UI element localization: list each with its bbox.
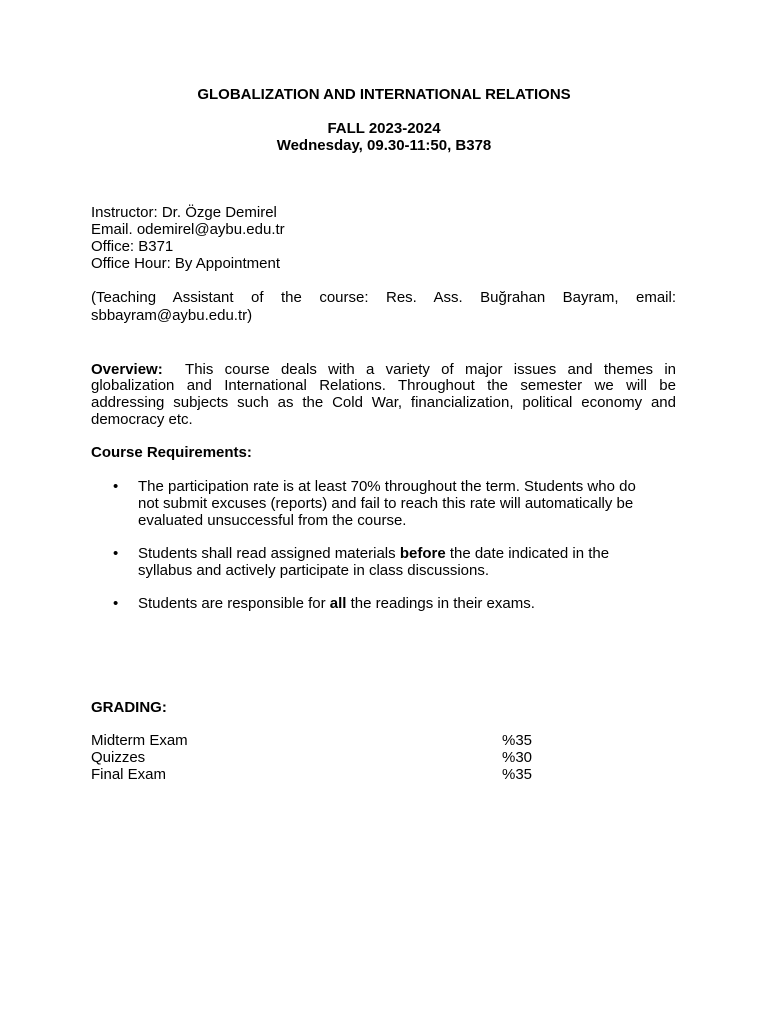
assistant-line-1: (Teaching Assistant of the course: Res. Ass. Buğrahan Bayram, email: [91,289,676,306]
bullet-icon: • [113,478,119,495]
requirement-2-text-end: the date indicated in the [445,545,610,562]
instructor-office-hour: Office Hour: By Appointment [91,255,280,272]
overview-line-1 [91,361,676,378]
grading-item-percent: %30 [502,749,533,766]
term-heading: FALL 2023-2024 [327,120,441,137]
requirement-2-text: Students shall read assigned materials [138,545,400,562]
grading-item-name: Quizzes [91,749,146,766]
requirement-3-text: Students are responsible for [138,595,330,612]
overview-text-1: This course deals with a variety of major issues and themes in [185,361,676,378]
requirements-heading: Course Requirements: [91,444,252,461]
requirement-2-line-2: syllabus and actively participate in class discussions. [138,562,489,579]
grading-heading: GRADING: [91,699,167,716]
schedule-line: Wednesday, 09.30-11:50, B378 [276,137,492,154]
overview-label: Overview: [91,361,163,378]
requirement-2-emphasis: before [399,545,446,562]
grading-row [91,766,551,783]
bullet-icon: • [113,545,119,562]
grading-item-name: Final Exam [91,766,167,783]
grading-item-percent: %35 [502,732,533,749]
overview-line-3: addressing subjects such as the Cold War, financialization, political economy and [91,394,676,411]
grading-row [91,732,551,749]
requirement-3-text-end: the readings in their exams. [346,595,535,612]
requirement-1-line-1: The participation rate is at least 70% throughout the term. Students who do [138,478,636,495]
course-title: GLOBALIZATION AND INTERNATIONAL RELATIONS [197,86,571,103]
grading-row [91,749,551,766]
instructor-office: Office: B371 [91,238,174,255]
instructor-name: Instructor: Dr. Özge Demirel [91,204,277,221]
requirement-1-line-2: not submit excuses (reports) and fail to reach this rate will automatically be [138,495,634,512]
requirement-1-line-3: evaluated unsuccessful from the course. [138,512,407,529]
requirement-3-emphasis: all [329,595,347,612]
overview-line-2: globalization and International Relations. Throughout the semester we will be [91,377,676,394]
bullet-icon: • [113,595,119,612]
grading-item-name: Midterm Exam [91,732,188,749]
grading-item-percent: %35 [502,766,533,783]
requirement-2-line-1 [138,545,658,562]
overview-line-4: democracy etc. [91,411,193,428]
requirement-3-line-1 [138,595,658,612]
assistant-line-2: sbbayram@aybu.edu.tr) [91,307,253,324]
instructor-email: Email. odemirel@aybu.edu.tr [91,221,285,238]
